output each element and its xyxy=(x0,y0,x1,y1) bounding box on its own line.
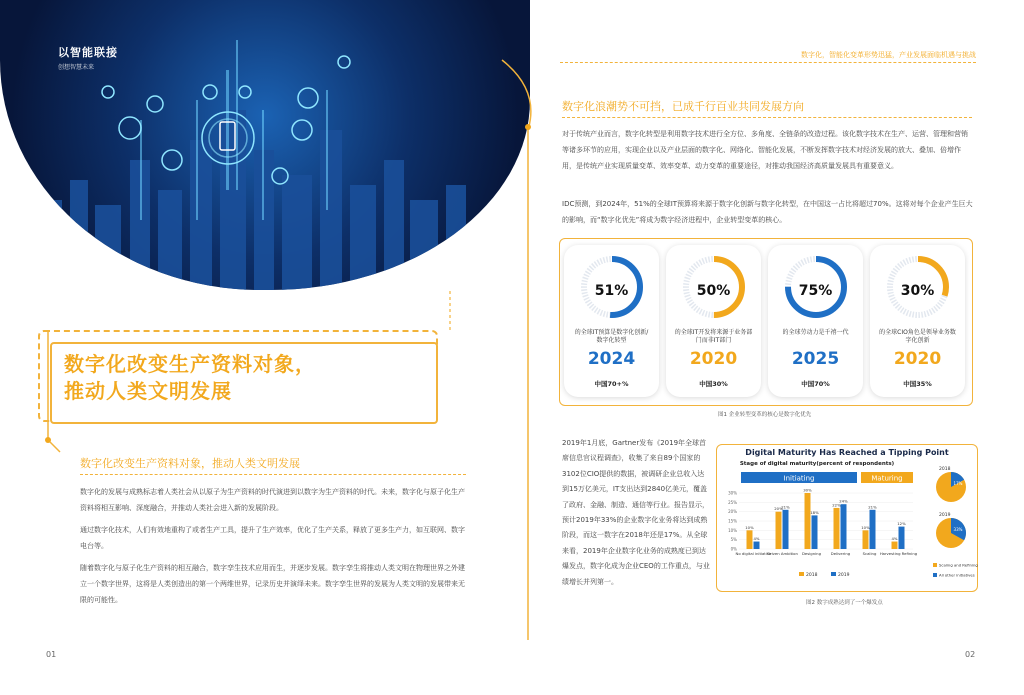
chart-bar xyxy=(892,542,898,549)
stat-china-value: 中国70% xyxy=(801,380,830,388)
brand-subtitle: 创想智慧未来 xyxy=(58,64,95,71)
stat-card xyxy=(666,245,761,397)
stat-percent: 51% xyxy=(594,283,629,299)
chart-bar xyxy=(841,504,847,549)
pie-legend-label: All other initiatives xyxy=(939,572,975,578)
stat-card xyxy=(870,245,965,397)
page-number-left: 01 xyxy=(46,650,57,659)
right-paragraph-1: 对于传统产业而言，数字化转型是利用数字技术进行全方位、多角度、全链条的改造过程。该化数字技术在生产、运营、管理和营销等诸多环节的应用，实现企业以及产业层面的数字化、网络化、智能化发展，不断发挥数字技术对经济发展的放大、叠加、倍增作用，是传统产业实现质量变革、效率变革、动力变革的重要途径，对推动我国经济高质量发展具有重要意义。 xyxy=(562,130,968,170)
figure-2-caption: 图2 数字成熟达到了一个爆发点 xyxy=(806,600,883,606)
stat-year: 2020 xyxy=(893,349,942,369)
chart-canvas xyxy=(717,445,979,593)
brand-title: 以智能联接 xyxy=(58,46,118,59)
bar-data-label: 4% xyxy=(891,536,898,542)
main-title xyxy=(64,351,316,405)
pie-maturing-label: 33% xyxy=(953,527,963,532)
stat-card xyxy=(768,245,863,397)
stat-description: 的全球劳动力是千禧一代 xyxy=(782,329,849,336)
stat-year: 2025 xyxy=(791,349,840,369)
chart-title: Digital Maturity Has Reached a Tipping Point xyxy=(745,448,949,457)
chart-bar xyxy=(834,508,840,549)
pie-legend-swatch xyxy=(933,563,937,567)
x-tick-label: Delivering xyxy=(830,551,851,556)
right-connector-dot xyxy=(525,124,531,130)
phase-label-maturing: Maturing xyxy=(871,474,903,483)
pie-year-label: 2019 xyxy=(939,513,951,518)
connector-dot xyxy=(45,437,51,443)
right-section-divider xyxy=(562,117,972,118)
brand-block xyxy=(58,44,118,71)
pie-legend-swatch xyxy=(933,573,937,577)
stat-description: 的全球IT开发将来源于业务部门而非IT部门 xyxy=(674,329,753,344)
chart-bar xyxy=(747,530,753,549)
bar-data-label: 21% xyxy=(868,504,877,510)
right-paragraph-2: IDC预测，到2024年，51%的全球IT预算将来源于数字化创新与数字化转型，在中国这一占比将超过70%。这将对每个企业产生巨大的影响，而“数字化优先”将成为数字经济进程中，企业转型变革的核心。 xyxy=(562,200,973,224)
bar-data-label: 22% xyxy=(832,502,841,508)
bar-data-label: 21% xyxy=(781,504,790,510)
stat-china-value: 中国70+% xyxy=(594,380,629,388)
stat-percent: 30% xyxy=(900,283,935,299)
figure-1-caption: 图1 企业转型变革的核心是数字化优先 xyxy=(718,412,812,418)
chart-bar xyxy=(812,515,818,549)
x-tick-label: Designing xyxy=(802,551,821,556)
x-tick-label: Driven Ambition xyxy=(767,551,798,556)
legend-swatch xyxy=(831,572,836,576)
main-title-line2: 推动人类文明发展 xyxy=(64,379,232,403)
x-tick-label: No digital initiative xyxy=(735,551,772,556)
section-heading: 数字化改变生产资料对象，推动人类文明发展 xyxy=(80,457,300,470)
y-tick-label: 5% xyxy=(730,537,737,543)
right-section-heading: 数字化浪潮势不可挡，已成千行百业共同发展方向 xyxy=(562,100,804,113)
running-header: 数字化，智能化变革形势迅猛，产业发展面临机遇与挑战 xyxy=(801,51,976,59)
y-tick-label: 0% xyxy=(730,546,737,552)
bar-data-label: 18% xyxy=(810,509,819,515)
y-tick-label: 10% xyxy=(728,527,737,533)
stat-description: 的全球CIO角色是领导业务数字化创新 xyxy=(879,329,956,344)
chart-bar xyxy=(805,493,811,549)
phase-label-initiating: Initiating xyxy=(783,474,815,483)
chart-bar xyxy=(863,530,869,549)
chart-bar xyxy=(776,512,782,549)
section-divider xyxy=(80,474,466,475)
x-tick-label: Harvesting Refining xyxy=(879,551,918,556)
stat-percent: 75% xyxy=(798,283,833,299)
legend-label: 2019 xyxy=(838,573,850,578)
main-title-line1: 数字化改变生产资料对象， xyxy=(64,352,316,376)
bar-data-label: 4% xyxy=(753,536,760,542)
pie-year-label: 2018 xyxy=(939,467,951,472)
legend-swatch xyxy=(799,572,804,576)
bar-data-label: 24% xyxy=(839,498,848,504)
y-tick-label: 15% xyxy=(728,518,737,524)
chart-bar xyxy=(870,510,876,549)
stat-year: 2024 xyxy=(587,349,636,369)
pie-legend-label: Scaling and Refining xyxy=(939,562,978,568)
right-paragraph-3: 2019年1月底，Gartner发布《2019年全球首席信息官议程调查》，收集了来自89个国家的3102位CIO提供的数据，被调研企业总收入达到15万亿美元，IT支出达到2840亿美元，覆盖了政府、金融、制造、通信等行业。报告显示，预计2019年33%的企业数字化业务将达到成熟阶段，而这一数字在2018年还是17%。从全球来看，2019年企业数字化业务的成熟度已到达爆发点，数字化成为企业CEO的工作重点，与业绩增长并列第一。 xyxy=(562,439,710,586)
bar-data-label: 10% xyxy=(745,524,754,530)
stat-china-value: 中国35% xyxy=(903,380,932,388)
paragraph-1: 数字化的发展与成熟标志着人类社会从以原子为生产资料的时代演进到以数字为生产资料的时代。未来，数字化与原子化生产资料将相互影响、深度融合，并推动人类社会进入新的发展阶段。 xyxy=(80,488,465,512)
y-tick-label: 25% xyxy=(728,499,737,505)
paragraph-2: 通过数字化技术，人们有效地重构了或者生产工具，提升了生产效率，优化了生产关系，释放了更多生产力，如互联网、数字电台等。 xyxy=(80,526,465,550)
pie-maturing-label: 17% xyxy=(953,481,963,486)
y-tick-label: 30% xyxy=(728,490,737,496)
chart-bar xyxy=(783,510,789,549)
y-tick-label: 20% xyxy=(728,509,737,515)
maturity-chart xyxy=(716,444,978,592)
header-divider xyxy=(560,62,976,63)
stat-china-value: 中国30% xyxy=(699,380,728,388)
legend-label: 2018 xyxy=(806,573,818,578)
stat-card xyxy=(564,245,659,397)
chart-bar xyxy=(899,527,905,549)
stat-percent: 50% xyxy=(696,283,731,299)
chart-subtitle: Stage of digital maturity(percent of respondents) xyxy=(739,461,895,467)
stat-year: 2020 xyxy=(689,349,738,369)
right-connector-line xyxy=(500,0,560,695)
chart-bar xyxy=(754,542,760,549)
bar-data-label: 10% xyxy=(861,524,870,530)
x-tick-label: Scaling xyxy=(862,551,877,556)
page-number-right: 02 xyxy=(965,650,976,659)
bar-data-label: 12% xyxy=(897,521,906,527)
bar-data-label: 30% xyxy=(803,487,812,493)
bar-data-label: 20% xyxy=(774,506,783,512)
stat-description: 的全球IT预算是数字化创新/数字化转型 xyxy=(574,329,649,344)
paragraph-3: 随着数字化与原子化生产资料的相互融合，数字孪生技术应用而生，并逐步发展。数字孪生将推动人类文明在物理世界之外建立一个数字世界，这将是人类创造出的第一个两维世界，记录历史并演绎未来。数字孪生世界的发展为人类文明的发展带来无限的可能性。 xyxy=(80,564,465,604)
